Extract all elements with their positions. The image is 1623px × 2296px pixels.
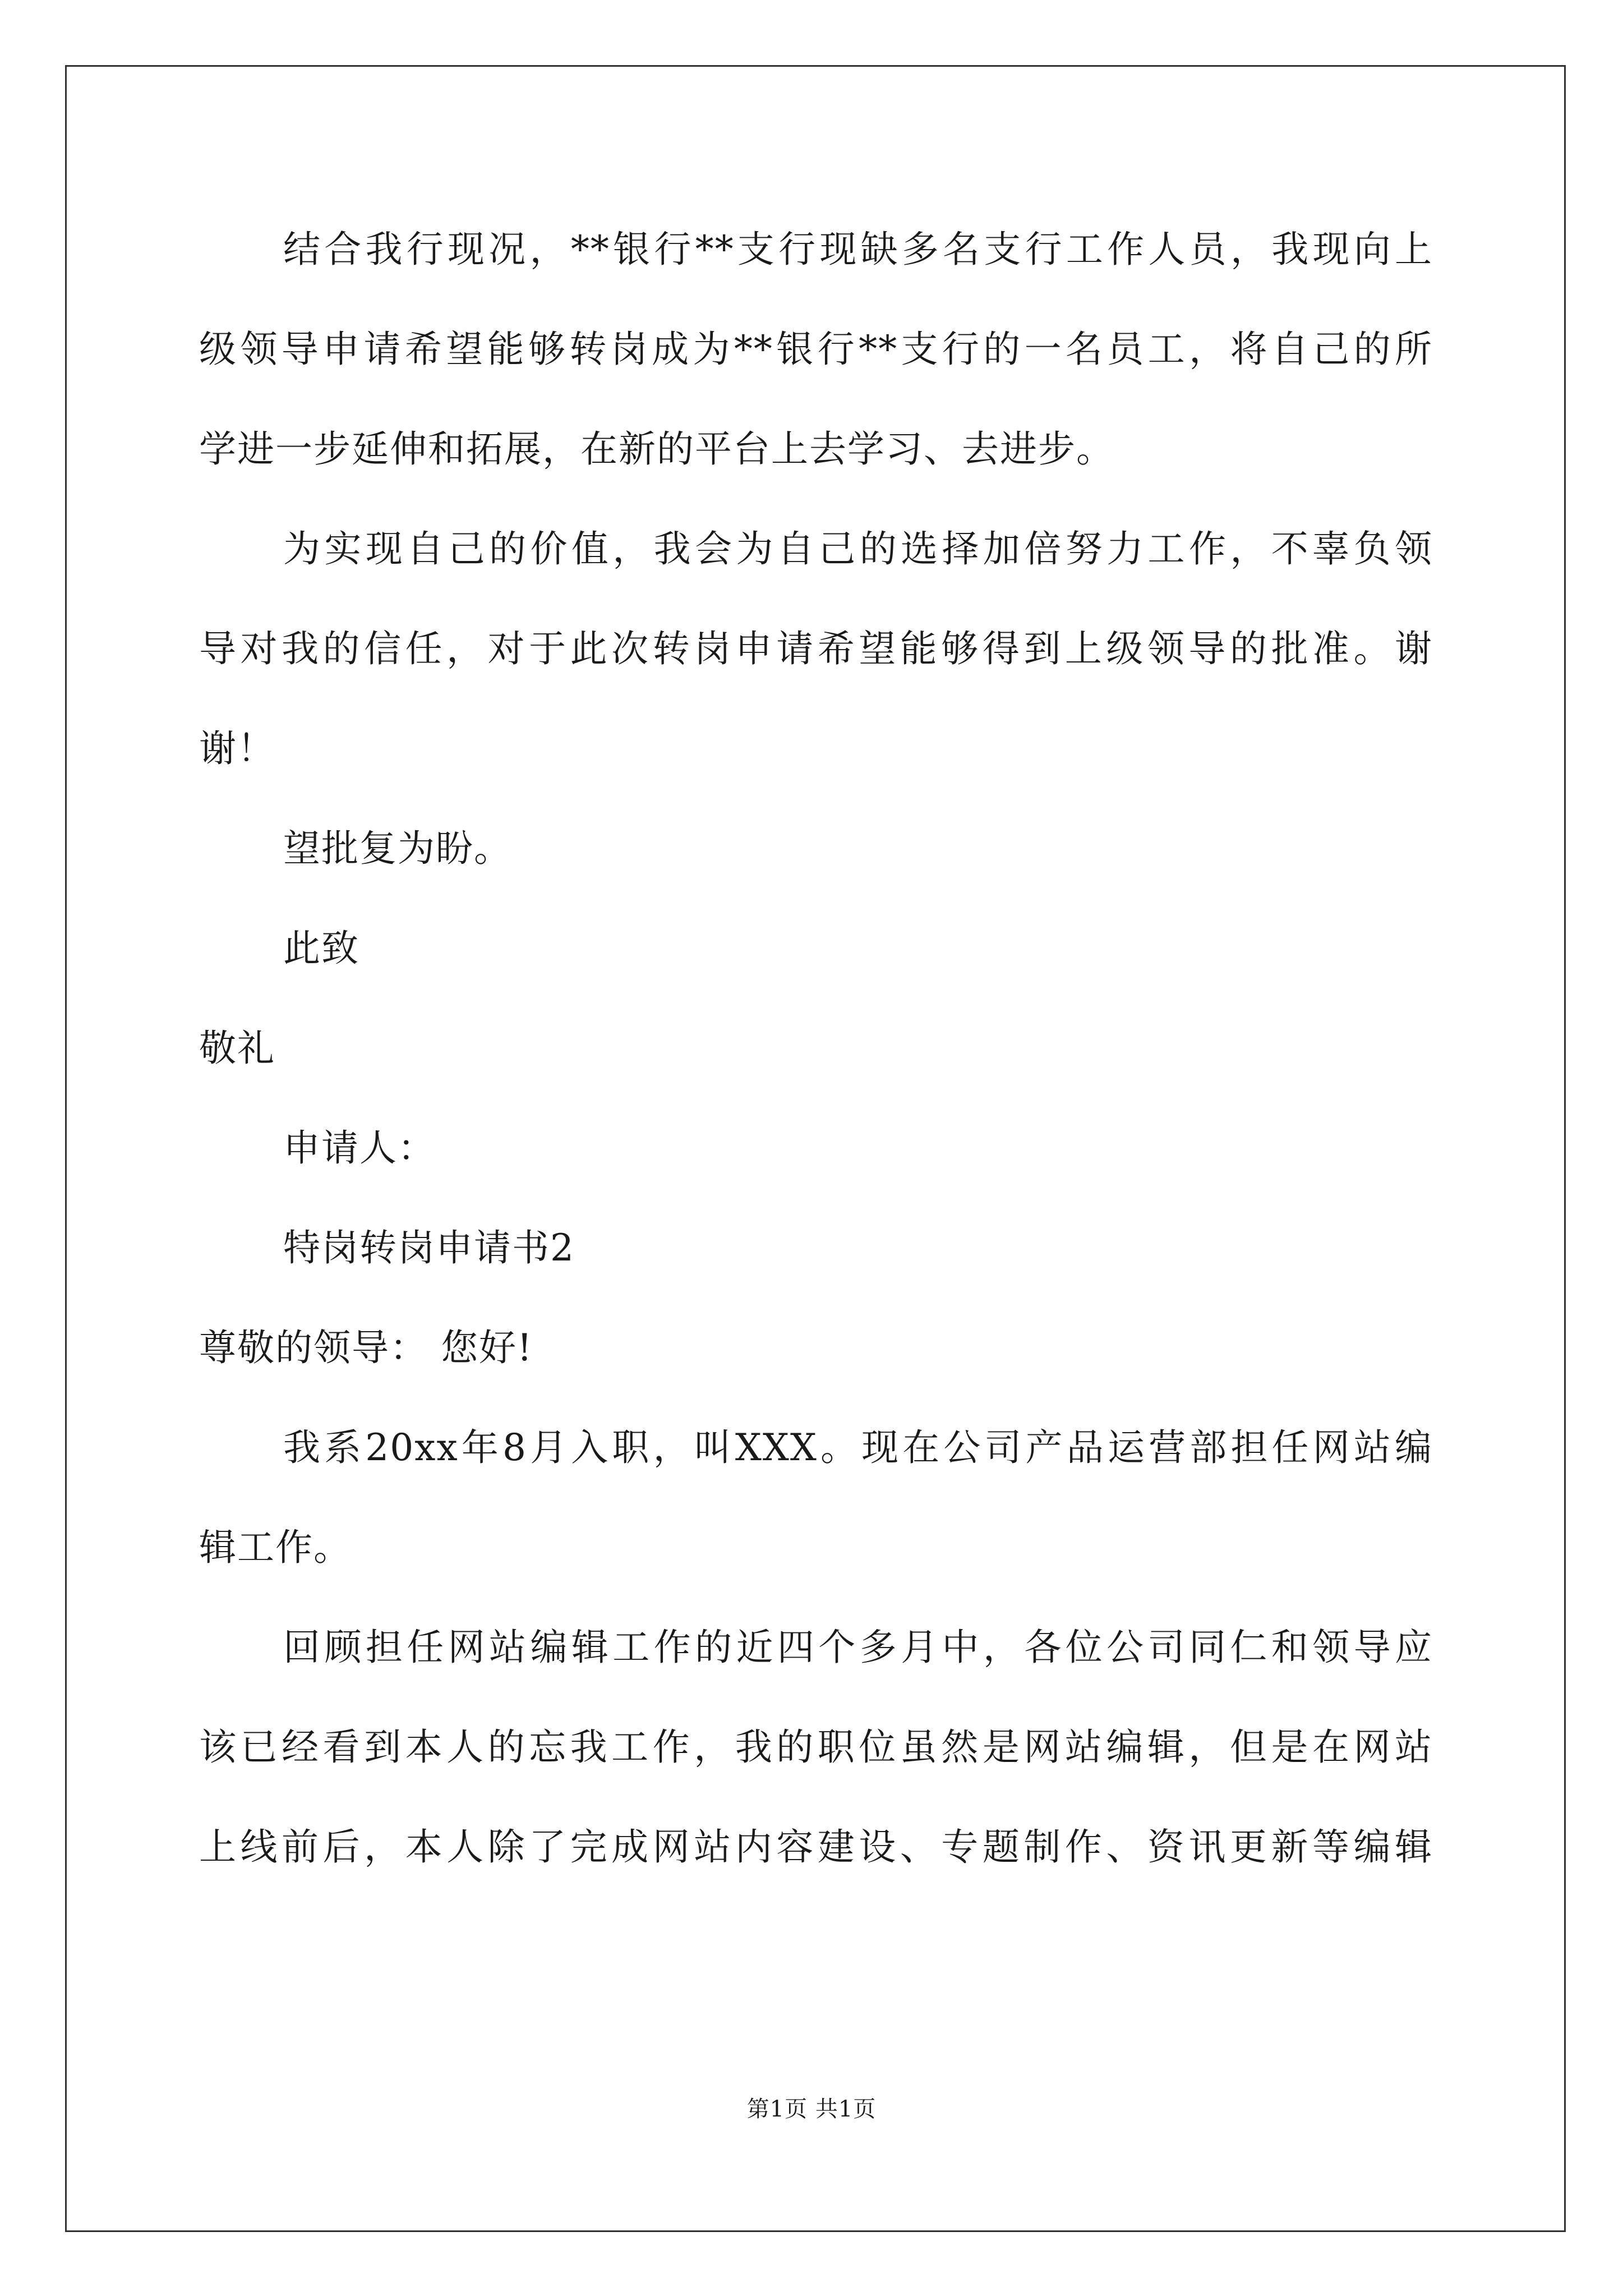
salutation-line: 尊敬的领导： 您好! bbox=[199, 1326, 533, 1369]
paragraph-line: 我系20xx年8月入职，叫XXX。现在公司产品运营部担任网站编 bbox=[283, 1426, 1433, 1469]
applicant-line: 申请人： bbox=[283, 1126, 436, 1170]
paragraph-line: 回顾担任网站编辑工作的近四个多月中，各位公司同仁和领导应 bbox=[283, 1626, 1433, 1669]
paragraph-line: 结合我行现况，**银行**支行现缺多名支行工作人员，我现向上 bbox=[283, 228, 1433, 271]
page-number-footer: 第1页 共1页 bbox=[746, 2096, 877, 2122]
section-title: 特岗转岗申请书2 bbox=[283, 1226, 575, 1269]
paragraph-line: 辑工作。 bbox=[199, 1526, 352, 1569]
closing-line: 此致 bbox=[283, 927, 359, 970]
paragraph-line: 上线前后，本人除了完成网站内容建设、专题制作、资讯更新等编辑 bbox=[199, 1825, 1433, 1869]
paragraph-line: 谢！ bbox=[199, 727, 275, 770]
paragraph-line: 级领导申请希望能够转岗成为**银行**支行的一名员工，将自己的所 bbox=[199, 328, 1433, 371]
closing-line: 敬礼 bbox=[199, 1027, 275, 1070]
paragraph-line: 学进一步延伸和拓展，在新的平台上去学习、去进步。 bbox=[199, 427, 1114, 471]
paragraph-line: 为实现自己的价值，我会为自己的选择加倍努力工作，不辜负领 bbox=[283, 527, 1433, 570]
paragraph-line: 导对我的信任，对于此次转岗申请希望能够得到上级领导的批准。谢 bbox=[199, 627, 1433, 670]
paragraph-line: 望批复为盼。 bbox=[283, 827, 512, 870]
paragraph-line: 该已经看到本人的忘我工作，我的职位虽然是网站编辑，但是在网站 bbox=[199, 1726, 1433, 1769]
